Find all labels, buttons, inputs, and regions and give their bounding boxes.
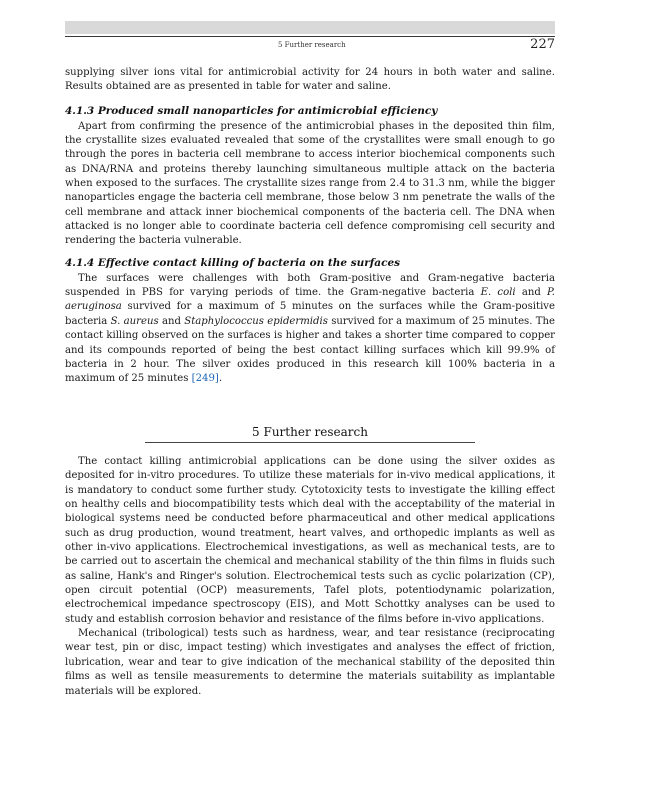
section-title: 5 Further research: [252, 425, 368, 439]
heading-4-1-4: 4.1.4 Effective contact killing of bacteria on the surfaces: [65, 256, 401, 269]
section-body: [65, 455, 555, 699]
text-run: survived for a maximum of 25 minutes. The contact killing observed on the surfaces is higher and takes a shorter time compared to copper and its compounds reported of being the best contact killing surfaces which kill 99.9% of bacteria in 2 hour. The silver oxides produced in this research kill 100% bacteria in a maximum of 25 minutes: [65, 315, 555, 385]
header-rule: [65, 36, 555, 37]
header-band: [65, 21, 555, 34]
text-run: and: [158, 315, 185, 327]
paragraph-4-1-3: Apart from confirming the presence of the antimicrobial phases in the deposited thin film, the crystallite sizes evaluated revealed that some of the crystallites were small enough to go through the pores in bacteria cell membrane to access interior biochemical components such as DNA/RNA and proteins thereby launching simultaneous multiple attack on the bacteria when exposed to the surfaces. The crystallite sizes range from 2.4 to 31.3 nm, while the bigger nanoparticles engage the bacteria cell membrane, those below 3 nm penetrate the walls of the cell membrane and attack inner biochemical components of the bacteria cell. The DNA when attacked is no longer able to coordinate bacteria cell defence compromising cell security and rendering the bacteria vulnerable.: [65, 120, 555, 247]
running-title: 5 Further research: [278, 41, 346, 49]
further-research-paragraph-2: Mechanical (tribological) tests such as hardness, wear, and tear resistance (reciprocating wear test, pin or disc, impact testing) which investigates and analyses the effect of friction, lubrication, wear and tear to give indication of the mechanical stability of the deposited thin films as well as tensile measurements to determine the materials suitability as implantable materials will be explored.: [65, 628, 555, 697]
text-run: and: [515, 287, 548, 299]
further-research-paragraph-1: The contact killing antimicrobial applications can be done using the silver oxides as deposited for in-vitro procedures. To utilize these materials for in-vivo medical applications, it is mandatory to conduct some further study. Cytotoxicity tests to investigate the killing effect on healthy cells and biocompatibility tests which deal with the acceptability of the material in biological systems need be conducted before pharmaceutical and other medical applications such as drug production, wound treatment, heart valves, and orthopedic implants as well as other in-vivo applications. Electrochemical investigations, as well as mechanical tests, are to be carried out to ascertain the chemical and mechanical stability of the thin films in fluids such as saline, Hank's and Ringer's solution. Electrochemical tests such as cyclic polarization (CP), open circuit potential (OCP) measurements, Tafel plots, potentiodynamic polarization, electrochemical impedance spectroscopy (EIS), and Mott Schottky analyses can be used to study and establish corrosion behavior and resistance of the films before in-vivo applications.: [65, 456, 555, 625]
section-rule: [145, 442, 475, 443]
heading-4-1-3: 4.1.3 Produced small nanoparticles for antimicrobial efficiency: [65, 104, 438, 117]
intro-paragraph: supplying silver ions vital for antimicrobial activity for 24 hours in both water and saline. Results obtained are as presented in table for water and saline.: [65, 67, 555, 93]
text-run: survived for a maximum of 5 minutes on the surfaces while the Gram-positive bacteria: [65, 301, 555, 327]
body-text: [65, 66, 555, 387]
species-name: E. coli: [480, 287, 516, 299]
species-name: P. aeruginosa: [65, 287, 555, 313]
page-number: 227: [530, 37, 555, 52]
species-name: Staphylococcus epidermidis: [184, 315, 328, 327]
text-run: .: [218, 373, 223, 385]
species-name: S. aureus: [110, 315, 159, 327]
paragraph-4-1-4: [65, 272, 555, 387]
citation-link[interactable]: [249]: [191, 373, 219, 385]
text-run: The surfaces were challenges with both Gram-positive and Gram-negative bacteria suspended in PBS for varying periods of time. the Gram-negative bacteria: [65, 272, 555, 299]
